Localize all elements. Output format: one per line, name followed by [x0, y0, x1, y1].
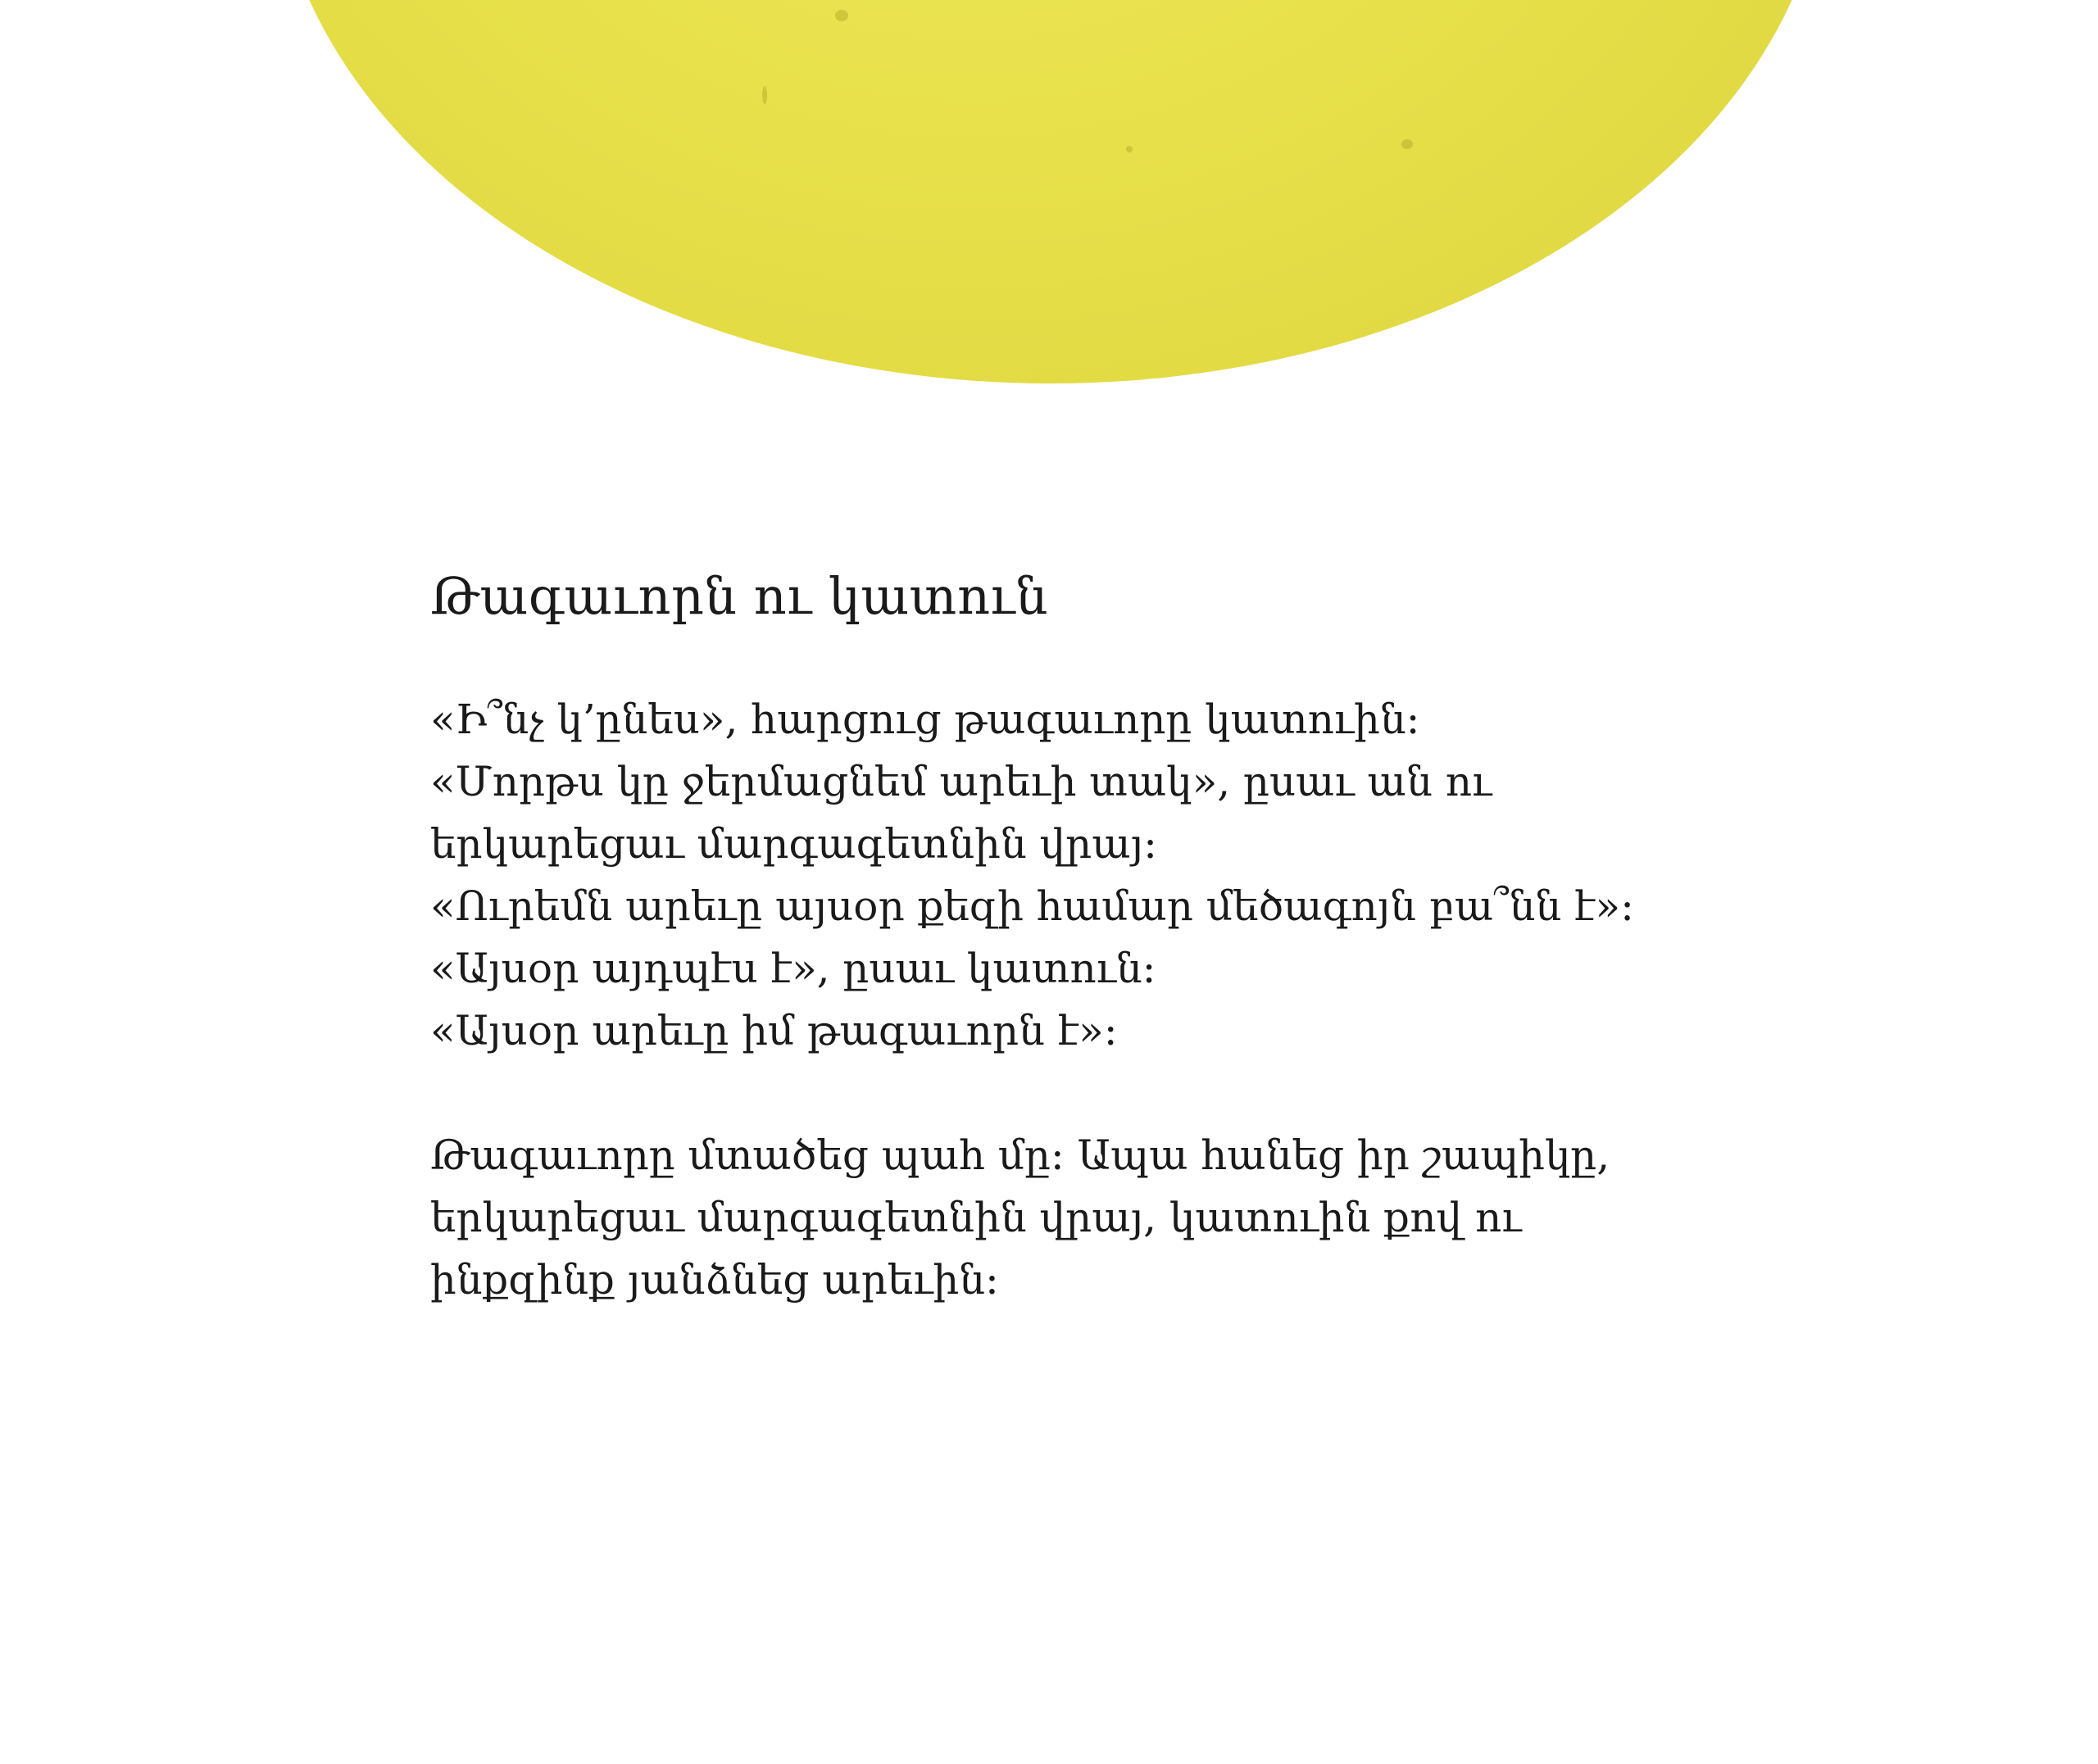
stanza-1	[430, 688, 1660, 1062]
paper-speck	[1401, 139, 1413, 149]
text-line: երկարեցաւ մարգագետնին վրայ:	[430, 820, 1157, 868]
paper-speck	[835, 10, 848, 21]
text-line: «Ի՞նչ կ’ընես», հարցուց թագաւորը կատուին:	[430, 696, 1420, 743]
text-line: «Այսօր այդպէս է», ըսաւ կատուն:	[430, 945, 1156, 992]
story-text	[430, 564, 1660, 1373]
text-line: Թագաւորը մտածեց պահ մը: Ապա հանեց իր շապիկը,	[430, 1131, 1610, 1179]
text-line: «Ուրեմն արեւը այսօր քեզի համար մեծագոյն բա՞նն է»:	[430, 882, 1634, 930]
stanza-2	[430, 1124, 1660, 1311]
text-line: ինքզինք յանձնեց արեւին:	[430, 1256, 999, 1304]
text-line: «Այսօր արեւը իմ թագաւորն է»:	[430, 1007, 1118, 1054]
paper-speck	[1126, 146, 1133, 152]
story-title: Թագաւորն ու կատուն	[430, 566, 1048, 626]
text-line: երկարեցաւ մարգագետնին վրայ, կատուին քով ու	[430, 1194, 1522, 1241]
paper-speck	[762, 86, 767, 104]
text-line: «Մորթս կը ջերմացնեմ արեւի տակ», ըսաւ ան ու	[430, 758, 1492, 805]
sun-illustration	[272, 0, 1829, 383]
